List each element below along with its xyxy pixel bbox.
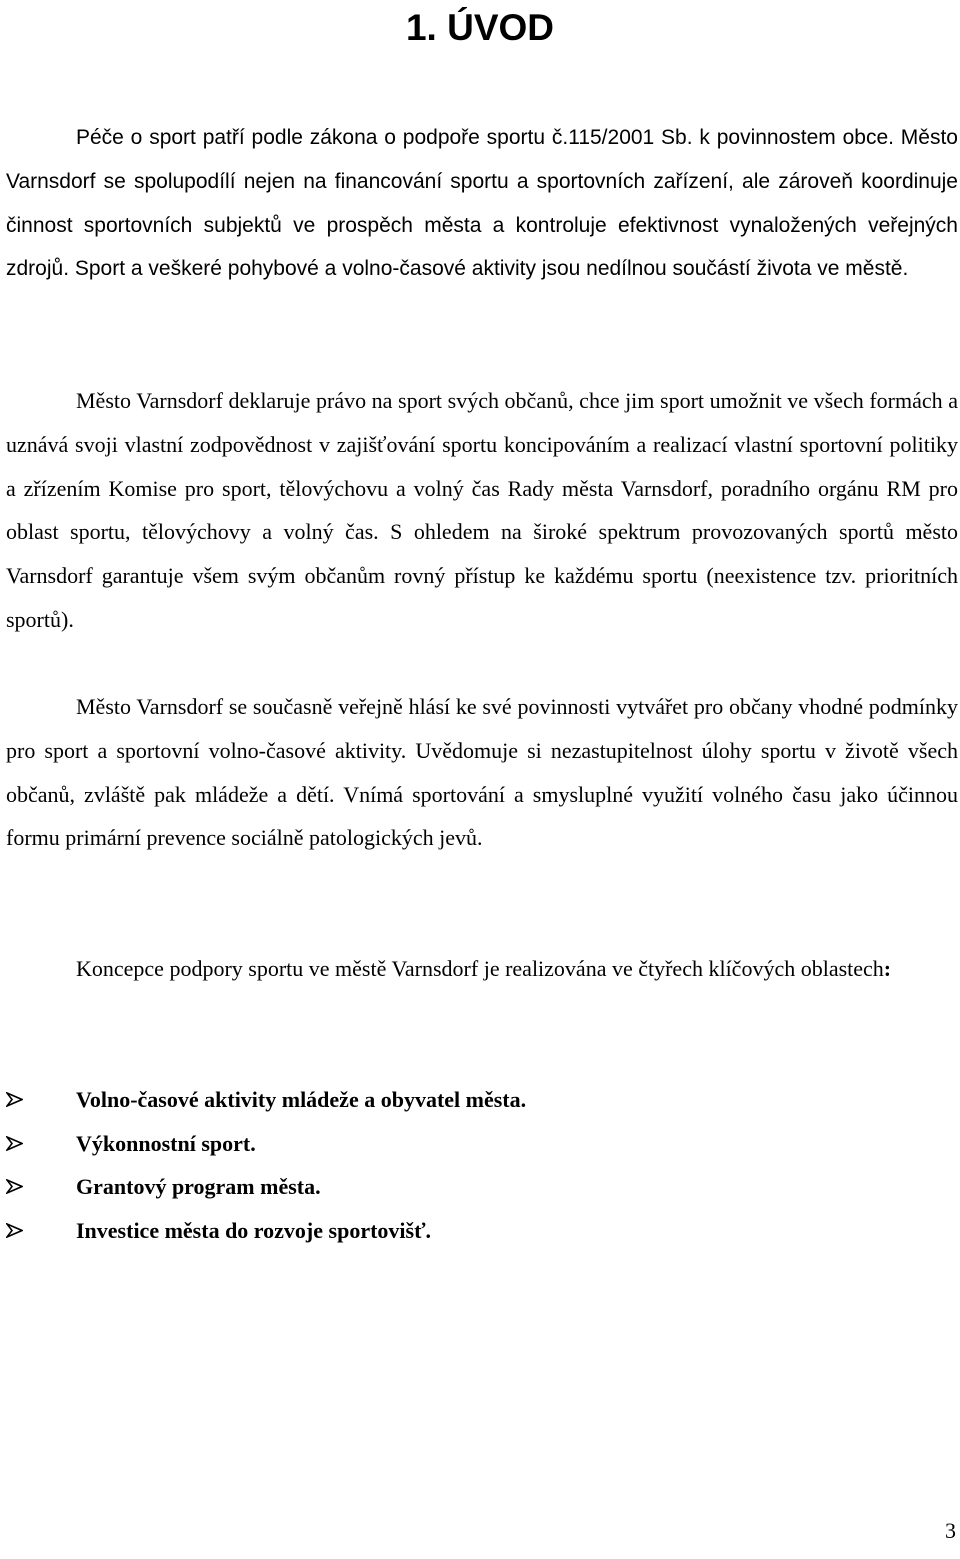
list-item-text: Grantový program města. [76, 1174, 321, 1199]
list-item-text: Výkonnostní sport. [76, 1130, 256, 1156]
paragraph-legal-basis: Péče o sport patří podle zákona o podpoře sportu č.115/2001 Sb. k povinnostem obce. Město Varnsdorf se spolupodílí nejen na financování sportu a sportovních zařízení, ale zároveň koordinuje činnost sportovních subjektů ve prospěch města a kontroluje efektivnost vynaložených veřejných zdrojů. Sport a veškeré pohybové a volno-časové aktivity jsou nedílnou součástí života ve městě. [6, 126, 958, 281]
arrowhead-bullet-icon [6, 1223, 76, 1238]
list-item [6, 1122, 946, 1166]
list-item [6, 1078, 946, 1122]
arrowhead-bullet-icon [6, 1092, 76, 1107]
arrowhead-bullet-icon [6, 1136, 76, 1151]
paragraph-city-obligations: Město Varnsdorf se současně veřejně hlásí ke své povinnosti vytvářet pro občany vhodné podmínky pro sport a sportovní volno-časové aktivity. Uvědomuje si nezastupitelnost úlohy sportu v životě všech občanů, zvláště pak mládeže a dětí. Vnímá sportování a smysluplné využití volného času jako účinnou formu primární prevence sociálně patologických jevů. [6, 694, 958, 851]
key-areas-intro-colon: : [883, 956, 892, 981]
list-item-text: Volno-časové aktivity mládeže a obyvatel města. [76, 1087, 527, 1112]
key-areas-intro-text: Koncepce podpory sportu ve městě Varnsdorf je realizována ve čtyřech klíčových oblastech [76, 956, 884, 981]
list-item-text: Investice města do rozvoje sportovišť. [76, 1217, 432, 1243]
page-number: 3 [945, 1518, 956, 1543]
key-areas-list [6, 1078, 946, 1252]
paragraph-key-areas-intro [6, 947, 958, 991]
arrowhead-bullet-icon [6, 1179, 76, 1194]
section-heading: 1. ÚVOD [405, 7, 555, 48]
paragraph-right-to-sport: Město Varnsdorf deklaruje právo na sport svých občanů, chce jim sport umožnit ve všech formách a uznává svoji vlastní zodpovědnost v zajišťování sportu koncipováním a realizací vlastní sportovní politiky a zřízením Komise pro sport, tělovýchovu a volný čas Rady města Varnsdorf, poradního orgánu RM pro oblast sportu, tělovýchovy a volný čas. S ohledem na široké spektrum provozovaných sportů město Varnsdorf garantuje všem svým občanům rovný přístup ke každému sportu (neexistence tzv. prioritních sportů). [6, 388, 958, 632]
list-item [6, 1165, 946, 1209]
list-item [6, 1209, 946, 1253]
